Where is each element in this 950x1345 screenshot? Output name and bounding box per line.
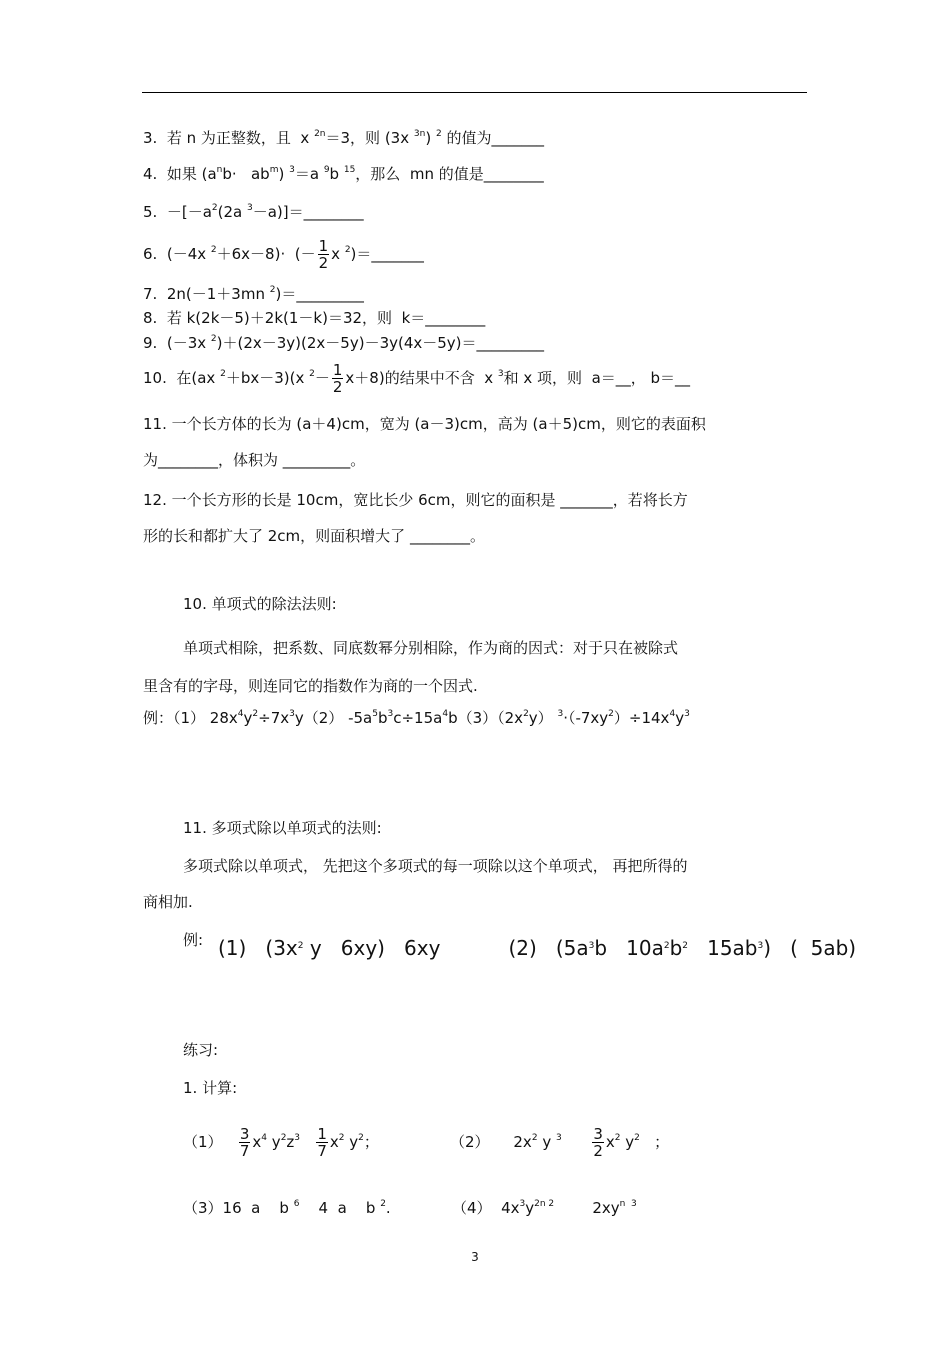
practice-item-2: （2） $2x^2$ y $^3$ $\frac{3}{2}$ $x^2$ $y^2$ ； [450, 1125, 670, 1160]
question-7: 7. 2n(－1＋3mn $^2$)＝_________ [143, 285, 364, 303]
header-rule [142, 92, 807, 93]
question-11-line2: 为________，体积为 _________。 [143, 451, 366, 469]
section-11-para2: 商相加. [143, 893, 193, 911]
question-8: 8. 若 k(2k－5)＋2k(1－k)＝32，则 k＝________ [143, 309, 486, 327]
section-10-para2: 里含有的字母，则连同它的指数作为商的一个因式. [143, 677, 478, 695]
question-12-line2: 形的长和都扩大了 2cm，则面积增大了 ________。 [143, 527, 485, 545]
question-5: 5. $-[-a^2(2a$ $^3$－a)]＝________ [143, 203, 364, 221]
section-10-title: 10. 单项式的除法法则: [183, 595, 337, 613]
section-11-title: 11. 多项式除以单项式的法则: [183, 819, 382, 837]
practice-item-1: （1） $\frac{3}{7}$ $x^4$ $y^2z^3$ $\frac{1}{7}$ $x^2$ $y^2$； [183, 1125, 379, 1160]
question-3: 3. 若 n 为正整数，且 x $^{2n}$＝3，则 (3x $^{3n}$) $^2$ 的值为_______ [143, 129, 544, 147]
practice-heading: 练习: [183, 1041, 219, 1059]
question-6: 6. (－4x $^2$＋6x－8)· (－ $\frac{1}{2}$ x $^2$)＝_______ [143, 237, 424, 272]
section-11-example: (1) ($3x^2$ y 6xy) 6xy (2) ($5a^3b$ $10a^2b^2$ $15ab^3$) ( 5ab) [218, 936, 857, 960]
question-11-line1: 11. 一个长方体的长为 (a＋4)cm，宽为 (a－3)cm，高为 (a＋5)cm，则它的表面积 [143, 415, 706, 433]
section-11-para1: 多项式除以单项式， 先把这个多项式的每一项除以这个单项式， 再把所得的 [183, 857, 688, 875]
question-4: 4. 如果 $(a^nb\cdot ab^m)$ $^3$＝a $^9$b $^{15}$，那么 mn 的值是________ [143, 165, 544, 183]
question-12-line1: 12. 一个长方形的长是 10cm，宽比长少 6cm，则它的面积是 _______，若将长方 [143, 491, 688, 509]
section-11-example-label: 例: [183, 931, 204, 949]
question-9: 9. (－3x $^2$)＋(2x－3y)(2x－5y)－3y(4x－5y)＝_________ [143, 334, 545, 352]
practice-item-4: （4） $4x^3y^{2n 2}$ $2xy^{n 3}$ [452, 1199, 637, 1217]
practice-calc-label: 1. 计算: [183, 1079, 238, 1097]
section-10-para1: 单项式相除，把系数、同底数幂分别相除，作为商的因式：对于只在被除式 [183, 639, 679, 657]
page-number: 3 [471, 1250, 479, 1264]
question-10: 10. 在(ax $^2$＋bx－3)(x $^2$－ $\frac{1}{2}$ x＋8)的结果中不含 x $^3$和 x 项，则 a＝__， b＝__ [143, 361, 691, 396]
practice-item-3: （3）16 a b $^6$ 4 a b $^2$. [183, 1199, 391, 1217]
section-10-example: 例：（1） $28x^4y^2\div 7x^3y(2)$ $-5a^5b^3c\div 15a^4b(3)(2x^2y)$ $^3\cdot(-7xy^2)\div 14x^4y^3$ [143, 709, 690, 727]
